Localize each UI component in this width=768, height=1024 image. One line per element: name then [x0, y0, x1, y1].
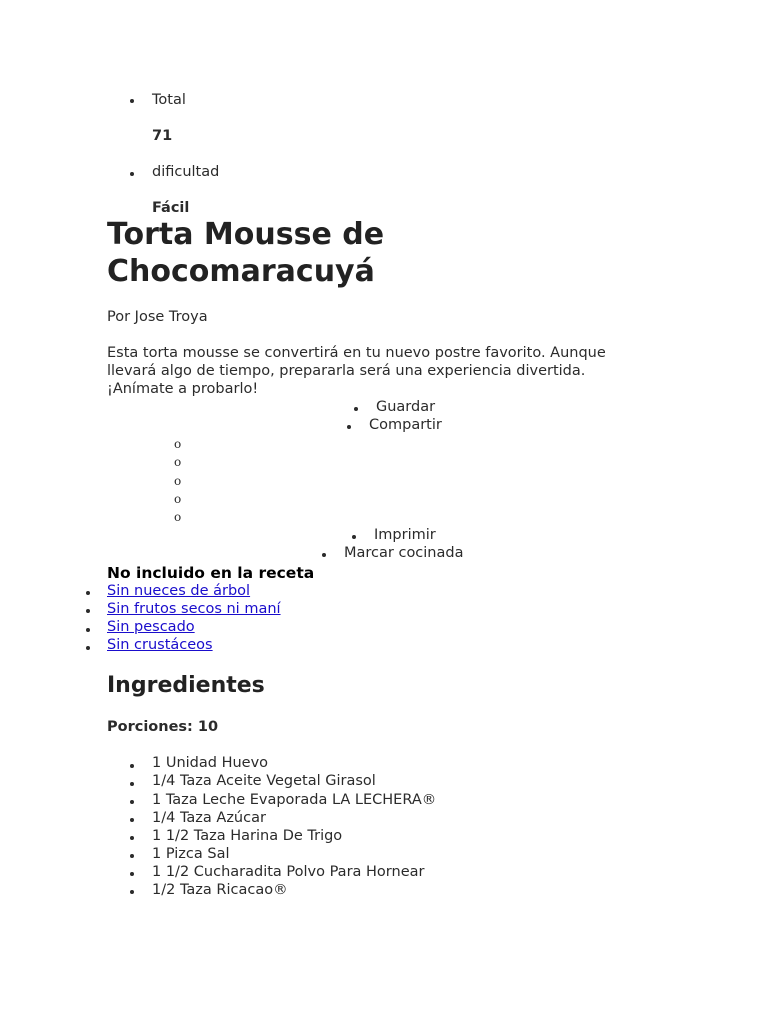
ingredients-heading: Ingredientes — [107, 673, 265, 698]
stat-total-label: Total — [152, 92, 186, 108]
recipe-author: Por Jose Troya — [107, 309, 208, 325]
share-option-bullet[interactable]: o — [174, 474, 182, 488]
ingredient-item: 1 Pizca Sal — [152, 846, 230, 862]
print-button[interactable]: Imprimir — [374, 527, 436, 543]
ingredient-item: 1 Unidad Huevo — [152, 755, 269, 771]
exclusion-link[interactable]: Sin frutos secos ni maní — [107, 601, 281, 617]
mark-cooked-button[interactable]: Marcar cocinada — [344, 545, 464, 561]
exclusion-link[interactable]: Sin pescado — [107, 619, 195, 635]
ingredient-item: 1 1/2 Taza Harina De Trigo — [152, 828, 343, 844]
ingredient-item: 1/4 Taza Aceite Vegetal Girasol — [152, 773, 376, 789]
exclusion-link[interactable]: Sin crustáceos — [107, 637, 213, 653]
share-button[interactable]: Compartir — [369, 417, 442, 433]
ingredient-item: 1 1/2 Cucharadita Polvo Para Hornear — [152, 864, 425, 880]
list-bullet — [86, 591, 90, 595]
portions-label: Porciones: 10 — [107, 719, 219, 735]
list-bullet — [130, 782, 134, 786]
list-bullet — [354, 407, 358, 411]
recipe-description: Esta torta mousse se convertirá en tu nuevo postre favorito. Aunque llevará algo de tiempo, prepararla será una experiencia divertida. ¡Anímate a probarlo! — [107, 345, 606, 397]
recipe-title — [107, 216, 384, 290]
ingredient-item: 1/2 Taza Ricacao® — [152, 882, 288, 898]
exclusion-link[interactable]: Sin nueces de árbol — [107, 583, 251, 599]
list-bullet — [86, 628, 90, 632]
list-bullet — [130, 818, 134, 822]
list-bullet — [130, 172, 134, 176]
exclusions-heading: No incluido en la receta — [107, 564, 315, 582]
ingredient-item: 1 Taza Leche Evaporada LA LECHERA® — [152, 792, 437, 808]
stat-total-value: 71 — [152, 128, 173, 144]
list-bullet — [130, 99, 134, 103]
ingredient-item: 1/4 Taza Azúcar — [152, 810, 266, 826]
share-option-bullet[interactable]: o — [174, 455, 182, 469]
list-bullet — [130, 764, 134, 768]
list-bullet — [130, 872, 134, 876]
list-bullet — [130, 836, 134, 840]
save-button[interactable]: Guardar — [376, 399, 436, 415]
share-option-bullet[interactable]: o — [174, 510, 182, 524]
list-bullet — [130, 890, 134, 894]
list-bullet — [130, 800, 134, 804]
stat-difficulty-label: dificultad — [152, 164, 220, 180]
list-bullet — [347, 425, 351, 429]
list-bullet — [86, 609, 90, 613]
recipe-title-line-1: Torta Mousse de — [107, 217, 385, 252]
list-bullet — [130, 854, 134, 858]
recipe-title-line-2: Chocomaracuyá — [107, 254, 375, 289]
share-option-bullet[interactable]: o — [174, 492, 182, 506]
stat-difficulty-value: Fácil — [152, 200, 190, 216]
list-bullet — [86, 646, 90, 650]
share-option-bullet[interactable]: o — [174, 437, 182, 451]
list-bullet — [322, 553, 326, 557]
list-bullet — [352, 535, 356, 539]
